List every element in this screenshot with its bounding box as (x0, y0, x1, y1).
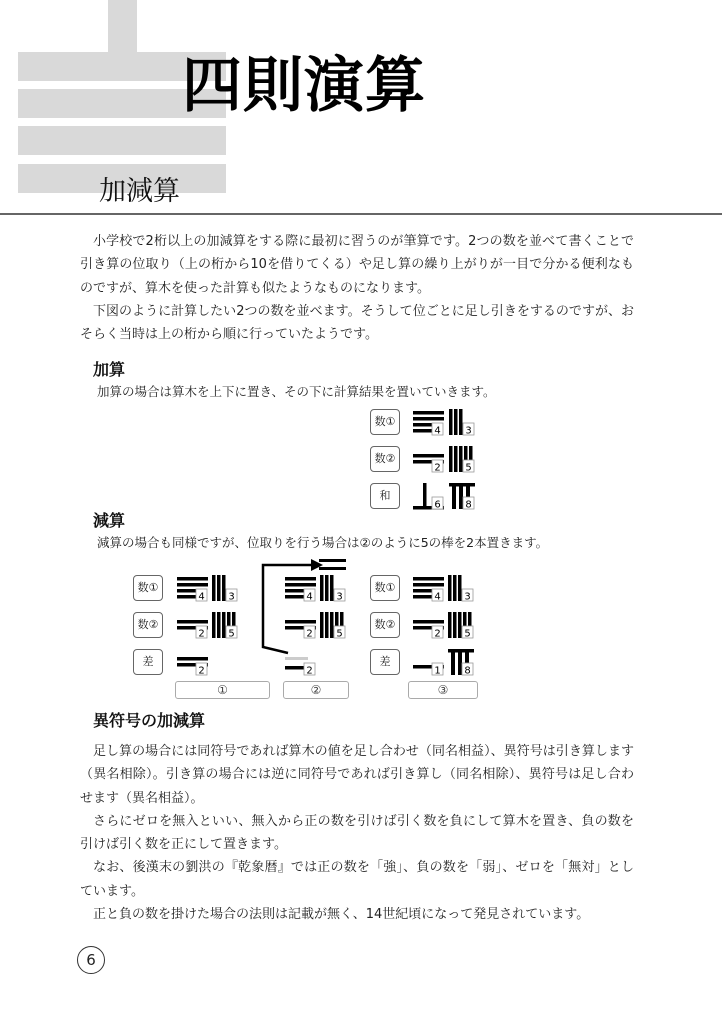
divider (0, 213, 722, 215)
rod-digit: 8 (465, 499, 472, 510)
counting-rod-3 (320, 575, 346, 602)
step-caption: ① (175, 681, 270, 699)
rod-digit: 2 (198, 665, 205, 676)
rod-digit: 3 (465, 425, 472, 436)
rod-digit: 8 (464, 665, 471, 676)
rod-digit: 4 (434, 425, 441, 436)
heading-subtraction: 減算 (93, 511, 126, 530)
rod-digit: 5 (336, 628, 343, 639)
paragraph: 正と負の数を掛けた場合の法則は記載が無く、14世紀頃になって発見されています。 (93, 907, 590, 923)
paragraph: さらにゼロを無入といい、無入から正の数を引けば引く数を負にして算木を置き、負の数を引けば引く数を正にして置きます。 (80, 813, 634, 853)
counting-rod-5 (212, 612, 238, 639)
step-caption: ② (283, 681, 349, 699)
section-title: 加減算 (99, 176, 180, 207)
paragraph: 足し算の場合には同符号であれば算木の値を足し合わせ（同名相益）、異符号は引き算します（異名相除）。引き算の場合には逆に同符号であれば引き算し（同名相除）、異符号は足し合わせます（異名相益）。 (80, 744, 634, 806)
subtraction-description: 減算の場合も同様ですが、位取りを行う場合は②のように5の棒を2本置きます。 (97, 535, 549, 550)
rod-digit: 2 (306, 628, 313, 639)
rod-digit: 4 (306, 591, 313, 602)
counting-rod-2 (177, 649, 208, 676)
rod-digit: 2 (434, 628, 441, 639)
counting-rod-4 (413, 575, 444, 602)
rod-digit: 6 (434, 499, 441, 510)
rod-digit: 3 (336, 591, 343, 602)
counting-rod-1 (413, 649, 444, 676)
row-label: 数② (370, 612, 400, 638)
row-label: 数② (370, 446, 400, 472)
row-label: 差 (370, 649, 400, 675)
rod-digit: 5 (228, 628, 235, 639)
counting-rod-5 (320, 612, 346, 639)
rod-digit: 5 (465, 462, 472, 473)
counting-rod-8 (449, 483, 475, 510)
paragraph: 下図のように計算したい2つの数を並べます。そうして位ごとに足し引きをするのですが、おそらく当時は上の桁から順に行っていたようです。 (80, 303, 634, 343)
row-label: 数① (370, 409, 400, 435)
rod-digit: 3 (464, 591, 471, 602)
rod-digit: 5 (464, 628, 471, 639)
rod-digit: 2 (306, 665, 313, 676)
counting-rod-4 (413, 409, 444, 436)
counting-rod-3 (449, 409, 475, 436)
counting-rod-8 (448, 649, 474, 676)
counting-rod-5 (448, 612, 474, 639)
counting-rod-4 (177, 575, 208, 602)
page-title: 四則演算 (182, 51, 426, 121)
rod-digit: 4 (434, 591, 441, 602)
decor-bar (108, 0, 137, 52)
counting-rod-4 (285, 575, 316, 602)
paragraph: 小学校で2桁以上の加減算をする際に最初に習うのが筆算です。2つの数を並べて書くことで引き算の位取り（上の桁から10を借りてくる）や足し算の繰り上がりが一目で分かる便利なものですが、算木を使った計算も似たようなものになります。 (80, 234, 634, 296)
counting-rod-2 (413, 612, 444, 639)
counting-rod-2 (285, 649, 316, 676)
rod-digit: 3 (228, 591, 235, 602)
counting-rod-3 (448, 575, 474, 602)
counting-rod-2 (177, 612, 208, 639)
row-label: 差 (133, 649, 163, 675)
decor-bar (18, 126, 226, 155)
paragraph: なお、後漢末の劉洪の『乾象暦』では正の数を「強」、負の数を「弱」、ゼロを「無対」としています。 (80, 860, 634, 899)
counting-rod-5 (449, 446, 475, 473)
counting-rod-2 (413, 446, 444, 473)
heading-addition: 加算 (93, 360, 126, 379)
rod-digit: 1 (434, 665, 441, 676)
row-label: 和 (370, 483, 400, 509)
row-label: 数① (133, 575, 163, 601)
step-caption: ③ (408, 681, 478, 699)
heading-signed: 異符号の加減算 (93, 711, 206, 730)
page-number: 6 (77, 946, 105, 974)
signed-text (80, 740, 634, 926)
counting-rod-2 (285, 612, 316, 639)
row-label: 数② (133, 612, 163, 638)
rod-digit: 2 (198, 628, 205, 639)
intro-text (80, 230, 634, 346)
counting-rod-3 (212, 575, 238, 602)
addition-description: 加算の場合は算木を上下に置き、その下に計算結果を置いていきます。 (97, 384, 496, 399)
rod-digit: 2 (434, 462, 441, 473)
counting-rod-6 (413, 483, 444, 510)
row-label: 数① (370, 575, 400, 601)
rod-digit: 4 (198, 591, 205, 602)
